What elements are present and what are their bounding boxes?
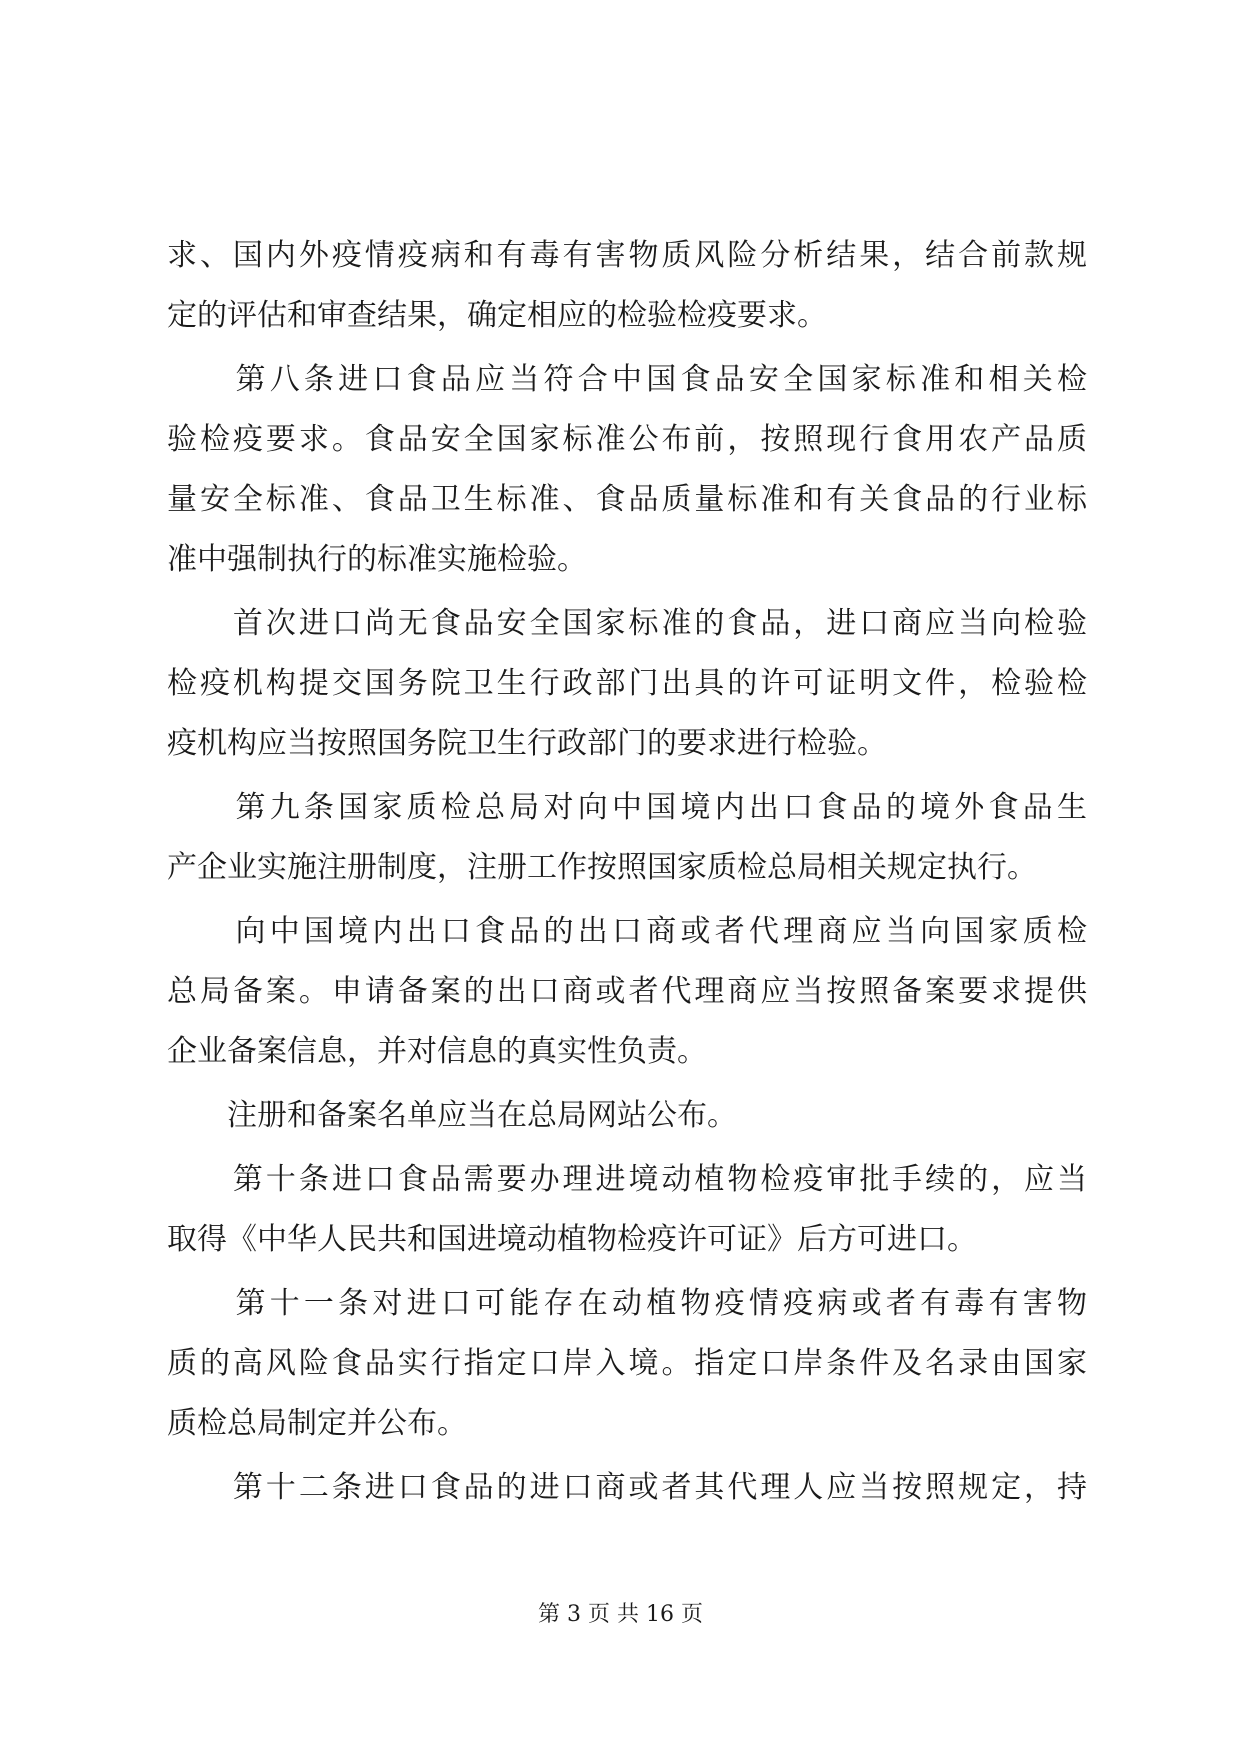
text-line: 企业备案信息，并对信息的真实性负责。 [167, 1034, 707, 1069]
text-line: 求、国内外疫情疫病和有毒有害物质风险分析结果，结合前款规 [167, 238, 1087, 273]
text-line: 首次进口尚无食品安全国家标准的食品，进口商应当向检验 [167, 606, 1087, 641]
text-line: 质检总局制定并公布。 [167, 1406, 467, 1441]
text-line: 质的高风险食品实行指定口岸入境。指定口岸条件及名录由国家 [167, 1346, 1087, 1381]
page-number-footer: 第 3 页 共 16 页 [538, 1602, 703, 1627]
text-line: 向中国境内出口食品的出口商或者代理商应当向国家质检 [167, 914, 1087, 949]
text-line: 总局备案。申请备案的出口商或者代理商应当按照备案要求提供 [167, 974, 1087, 1009]
text-line: 第十条进口食品需要办理进境动植物检疫审批手续的，应当 [167, 1162, 1087, 1197]
text-line: 定的评估和审查结果，确定相应的检验检疫要求。 [167, 298, 827, 333]
document-body [167, 226, 1087, 1518]
text-line: 注册和备案名单应当在总局网站公布。 [167, 1098, 737, 1133]
text-line: 检疫机构提交国务院卫生行政部门出具的许可证明文件，检验检 [167, 666, 1087, 701]
text-line: 量安全标准、食品卫生标准、食品质量标准和有关食品的行业标 [167, 482, 1087, 517]
text-line: 第十一条对进口可能存在动植物疫情疫病或者有毒有害物 [167, 1286, 1087, 1321]
text-line: 产企业实施注册制度，注册工作按照国家质检总局相关规定执行。 [167, 850, 1037, 885]
text-line: 第九条国家质检总局对向中国境内出口食品的境外食品生 [167, 790, 1087, 825]
text-line: 疫机构应当按照国务院卫生行政部门的要求进行检验。 [167, 726, 887, 761]
text-line: 取得《中华人民共和国进境动植物检疫许可证》后方可进口。 [167, 1222, 977, 1257]
text-line: 准中强制执行的标准实施检验。 [167, 542, 587, 577]
text-line: 第八条进口食品应当符合中国食品安全国家标准和相关检 [167, 362, 1087, 397]
text-line: 第十二条进口食品的进口商或者其代理人应当按照规定，持 [167, 1470, 1087, 1505]
text-line: 验检疫要求。食品安全国家标准公布前，按照现行食用农产品质 [167, 422, 1087, 457]
